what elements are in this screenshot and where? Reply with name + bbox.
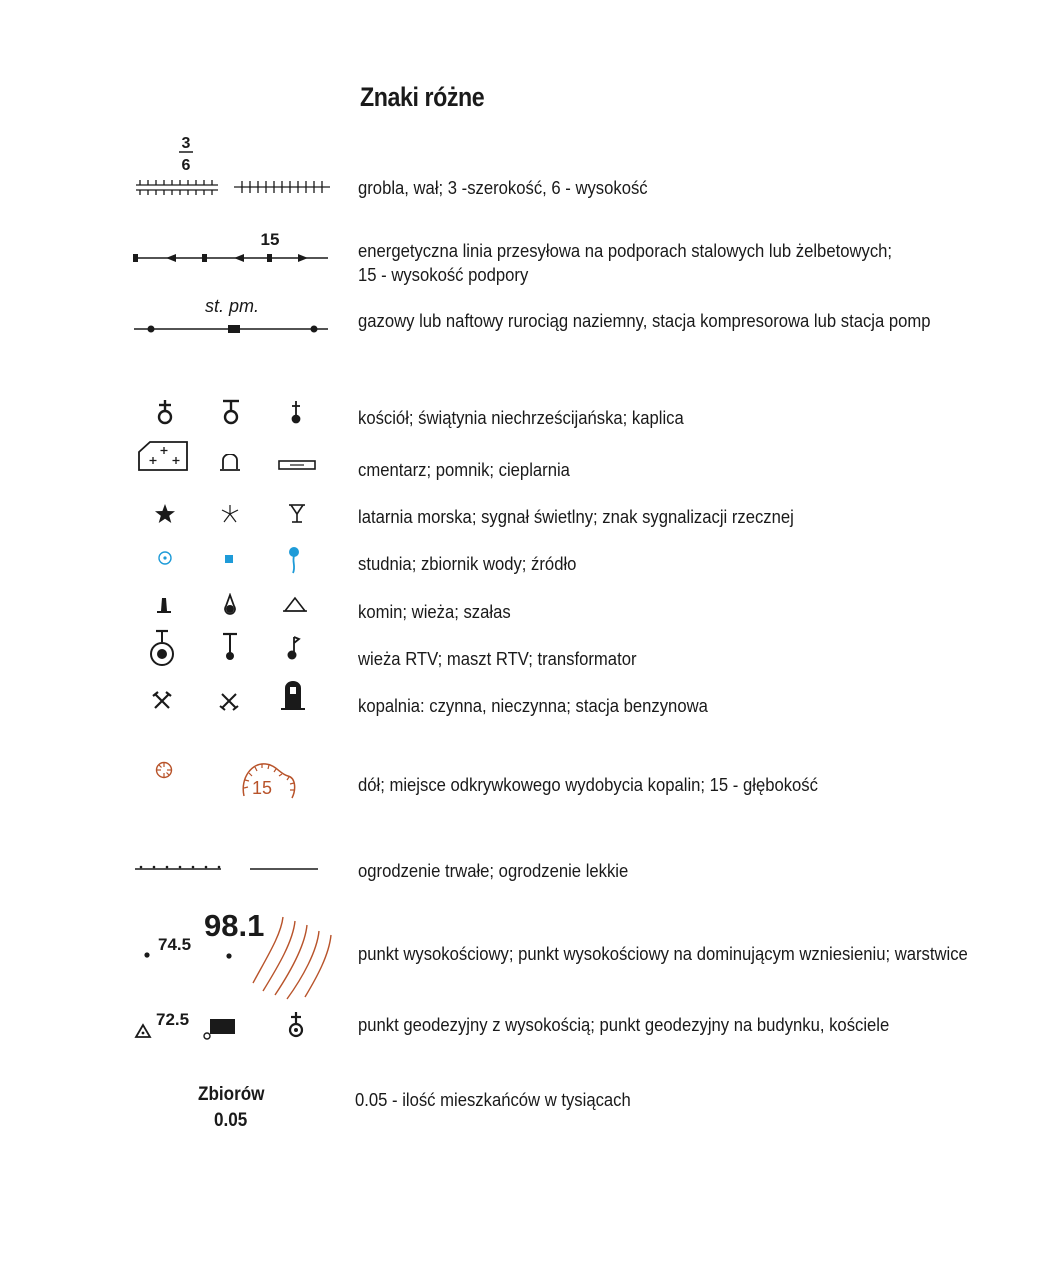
light-signal-icon bbox=[219, 503, 241, 525]
pipeline-station-label: st. pm. bbox=[204, 296, 260, 316]
powerline-symbol bbox=[130, 228, 340, 273]
water-tank-icon bbox=[221, 551, 237, 567]
legend-text: punkt geodezyjny z wysokością; punkt geodezyjny na budynku, kościele bbox=[358, 1014, 890, 1035]
powerline-height-label: 15 bbox=[260, 230, 280, 249]
gas-station-icon bbox=[279, 680, 307, 712]
legend-text: kościół; świątynia niechrześcijańska; kaplica bbox=[358, 407, 684, 428]
embankment-narrow-icon bbox=[234, 181, 330, 193]
open-cast-mine-icon bbox=[238, 756, 300, 802]
pit-icon bbox=[153, 759, 175, 781]
embankment-width-label: 3 bbox=[181, 135, 191, 152]
tv-mast-icon bbox=[219, 631, 241, 663]
geodetic-point-symbol bbox=[133, 1007, 203, 1041]
river-signal-icon bbox=[286, 502, 308, 526]
chimney-icon bbox=[154, 596, 174, 616]
geodetic-church-icon bbox=[283, 1010, 309, 1040]
embankment-height-label: 6 bbox=[181, 157, 191, 174]
pipeline-symbol bbox=[130, 293, 340, 338]
legend-text: gazowy lub naftowy rurociąg naziemny, stacja kompresorowa lub stacja pomp bbox=[358, 310, 931, 331]
page-title: Znaki różne bbox=[360, 82, 485, 112]
legend-text: punkt wysokościowy; punkt wysokościowy na dominującym wzniesieniu; warstwice bbox=[358, 943, 968, 964]
tower-icon bbox=[219, 593, 241, 617]
embankment-symbol bbox=[130, 130, 340, 200]
legend-text: wieża RTV; maszt RTV; transformator bbox=[358, 648, 637, 669]
light-fence-icon bbox=[248, 862, 320, 876]
legend-text: latarnia morska; sygnał świetlny; znak sygnalizacji rzecznej bbox=[358, 506, 794, 527]
legend-text: grobla, wał; 3 -szerokość, 6 - wysokość bbox=[358, 177, 648, 198]
legend-text: komin; wieża; szałas bbox=[358, 601, 511, 622]
monument-icon bbox=[218, 454, 242, 474]
chapel-icon bbox=[284, 398, 308, 428]
spring-icon bbox=[283, 544, 305, 576]
legend-text: 0.05 - ilość mieszkańców w tysiącach bbox=[355, 1089, 631, 1110]
permanent-fence-icon bbox=[133, 862, 225, 876]
legend-text: cmentarz; pomnik; cieplarnia bbox=[358, 459, 570, 480]
geodetic-building-icon bbox=[200, 1016, 240, 1042]
spot-height-label: 74.5 bbox=[158, 935, 192, 954]
legend-text: energetyczna linia przesyłowa na podporach stalowych lub żelbetowych; bbox=[358, 240, 893, 261]
geodetic-height-label: 72.5 bbox=[156, 1010, 190, 1029]
settlement-name: Zbiorów bbox=[198, 1084, 265, 1105]
well-icon bbox=[155, 548, 175, 568]
settlement-population: 0.05 bbox=[214, 1110, 248, 1131]
contour-lines-icon bbox=[245, 915, 345, 1000]
cemetery-icon bbox=[136, 438, 192, 474]
embankment-wide-icon bbox=[136, 180, 218, 195]
legend-text: dół; miejsce odkrywkowego wydobycia kopalin; 15 - głębokość bbox=[358, 774, 818, 795]
legend-text: studnia; zbiornik wody; źródło bbox=[358, 553, 577, 574]
pipeline-icon bbox=[134, 325, 328, 333]
transformer-icon bbox=[282, 633, 304, 663]
shelter-icon bbox=[282, 596, 308, 616]
dominant-height-label: 98.1 bbox=[204, 908, 265, 943]
legend-text: 15 - wysokość podpory bbox=[358, 264, 529, 285]
legend-text: kopalnia: czynna, nieczynna; stacja benzynowa bbox=[358, 695, 708, 716]
pit-depth-label: 15 bbox=[251, 778, 273, 798]
tv-tower-icon bbox=[145, 628, 179, 670]
legend-text: ogrodzenie trwałe; ogrodzenie lekkie bbox=[358, 860, 629, 881]
spot-height-symbol bbox=[140, 930, 200, 962]
greenhouse-icon bbox=[277, 459, 317, 473]
mine-active-icon bbox=[151, 690, 173, 712]
mine-inactive-icon bbox=[218, 690, 240, 712]
church-icon bbox=[150, 398, 180, 428]
temple-icon bbox=[216, 398, 246, 428]
lighthouse-icon bbox=[154, 503, 176, 525]
